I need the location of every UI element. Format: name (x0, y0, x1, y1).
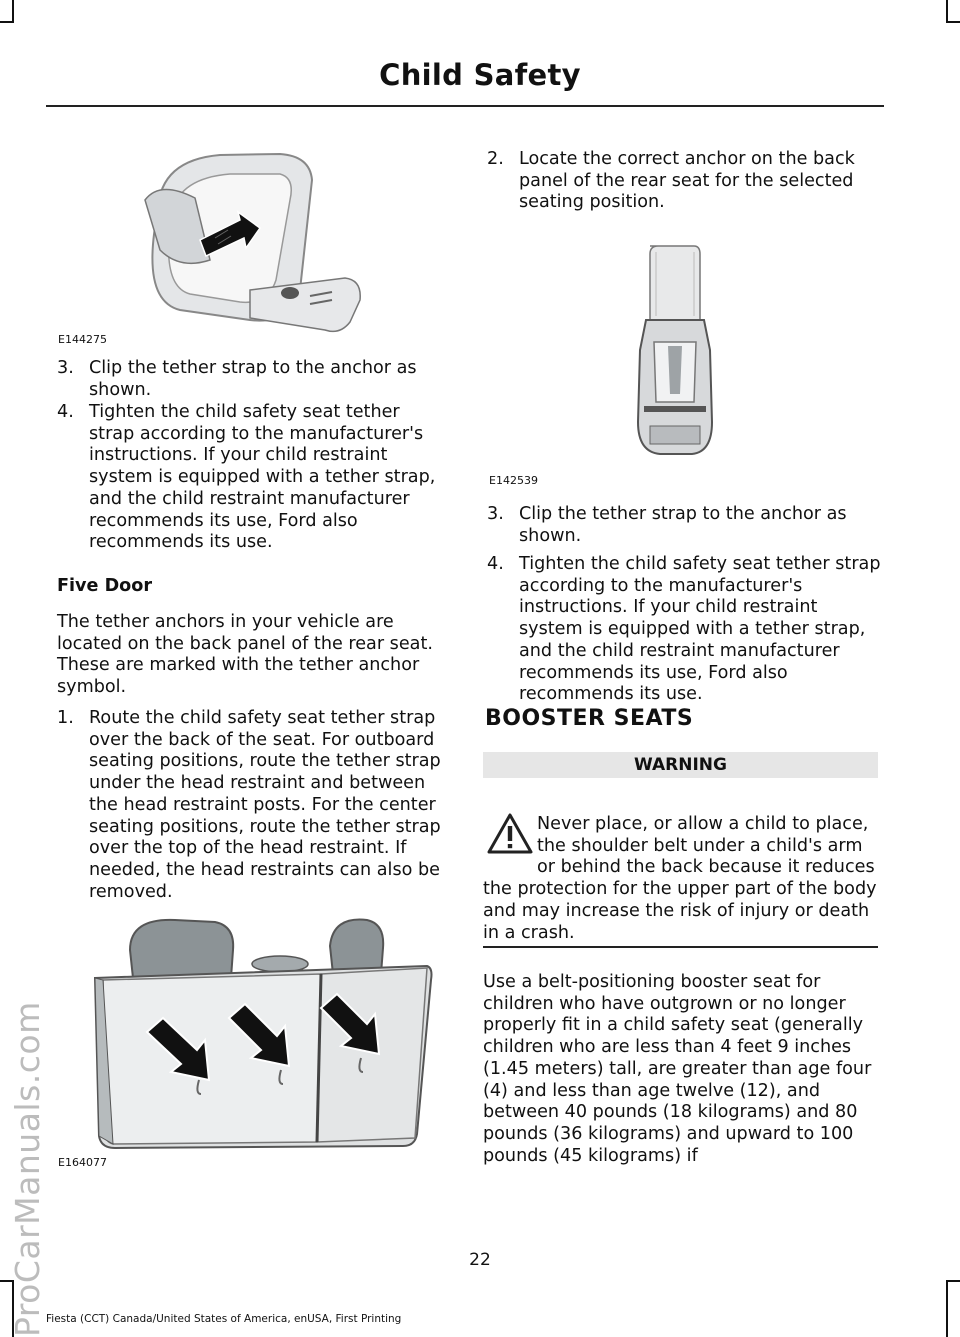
warning-body: Never place, or allow a child to place, the shoulder belt under a child's arm or behind the back because it reduces the protection for the upper part of the body and may increase the risk of injury or death in a crash. (483, 814, 877, 943)
list-text: Clip the tether strap to the anchor as shown. (89, 358, 417, 400)
watermark: ProCarManuals.com (8, 1001, 47, 1337)
warning-rule (483, 946, 878, 948)
crop-mark (946, 1280, 948, 1337)
list-text: Tighten the child safety seat tether strap according to the manufacturer's instructions. If your child restraint system is equipped with a tether strap, and the child restraint manufacturer recommends its use, Ford also recommends its use. (89, 402, 436, 553)
list-number: 4. (487, 554, 504, 574)
crop-mark (946, 0, 948, 22)
list-number: 2. (487, 149, 504, 169)
figure-tether-strap-anchor (630, 242, 720, 464)
figure-code: E144275 (58, 333, 107, 346)
rear-seat-illustration (85, 908, 440, 1170)
list-number: 4. (57, 402, 74, 422)
figure-tether-anchor (100, 140, 440, 350)
tether-strap-illustration (630, 242, 720, 464)
crop-mark (12, 0, 14, 22)
page-number: 22 (469, 1250, 491, 1270)
section-heading: BOOSTER SEATS (485, 706, 694, 731)
paragraph: Use a belt-positioning booster seat for children who have outgrown or no longer properly fit in a child safety seat (generally children who are less than 4 feet 9 inches (1.45 meters) tall, are greater than age four (4) and less than age twelve (12), and between 40 pounds (18 kilograms) and 80 pounds (36 kilograms) and upward to 100 pounds (45 kilograms) if (483, 972, 872, 1166)
list-item (57, 708, 449, 903)
list-number: 3. (57, 358, 74, 378)
list-number: 1. (57, 708, 74, 728)
figure-rear-seat-anchors (85, 908, 440, 1170)
list-text: Route the child safety seat tether strap over the back of the seat. For outboard seating positions, route the tether strap under the head restraint and between the head restraint posts. For the center seating positions, route the tether strap over the top of the head restraint. If needed, the head restraints can also be removed. (89, 708, 441, 902)
list-item (57, 402, 449, 554)
list-number: 3. (487, 504, 504, 524)
list-item (487, 149, 879, 214)
crop-mark (946, 21, 960, 23)
header-rule (46, 105, 884, 107)
figure-code: E164077 (58, 1156, 107, 1169)
list-text: Tighten the child safety seat tether strap according to the manufacturer's instructions. If your child restraint system is equipped with a tether strap, and the child restraint manufacturer recommends its use, Ford also recommends its use. (519, 554, 881, 705)
warning-text (483, 814, 880, 944)
crop-mark (946, 1280, 960, 1282)
list-text: Clip the tether strap to the anchor as shown. (519, 504, 847, 546)
figure-code: E142539 (489, 474, 538, 487)
list-item (57, 358, 447, 401)
warning-label: WARNING (483, 752, 878, 778)
tether-anchor-illustration (100, 140, 440, 350)
page-title: Child Safety (379, 58, 581, 92)
list-item (487, 554, 881, 706)
subheading: Five Door (57, 576, 153, 596)
paragraph: The tether anchors in your vehicle are located on the back panel of the rear seat. These are marked with the tether anchor symbol. (57, 612, 433, 698)
crop-mark (0, 21, 14, 23)
list-text: Locate the correct anchor on the back panel of the rear seat for the selected seating position. (519, 149, 855, 213)
list-item (487, 504, 879, 547)
footer-text: Fiesta (CCT) Canada/United States of America, enUSA, First Printing (46, 1313, 402, 1325)
